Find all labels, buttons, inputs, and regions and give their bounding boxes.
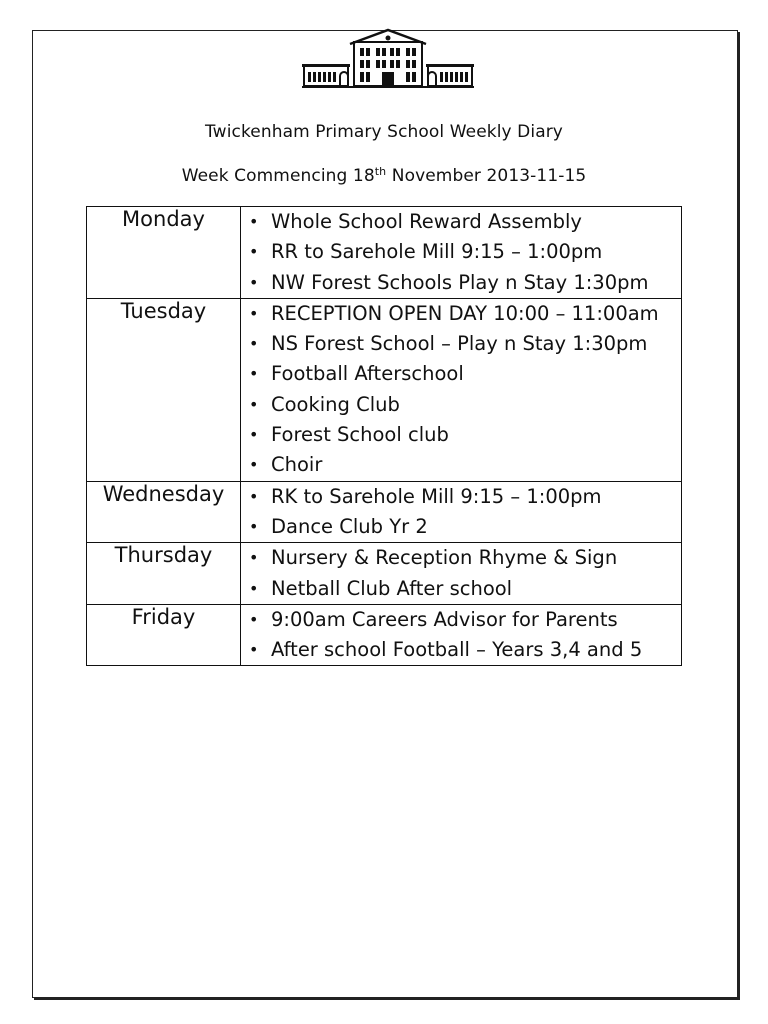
event-item: • Football Afterschool — [241, 359, 681, 389]
event-item: • Forest School club — [241, 420, 681, 450]
event-item: • RECEPTION OPEN DAY 10:00 – 11:00am — [241, 299, 681, 329]
events-cell — [241, 543, 682, 605]
table-row-monday — [87, 207, 682, 299]
day-label: Thursday — [87, 543, 241, 605]
events-cell — [241, 481, 682, 543]
event-item: • After school Football – Years 3,4 and 5 — [241, 635, 681, 665]
event-item: • Nursery & Reception Rhyme & Sign — [241, 543, 681, 573]
event-list — [241, 482, 681, 543]
event-list — [241, 543, 681, 604]
day-label: Monday — [87, 207, 241, 299]
events-cell — [241, 298, 682, 481]
table-row-tuesday — [87, 298, 682, 481]
day-label: Wednesday — [87, 481, 241, 543]
event-item: • RR to Sarehole Mill 9:15 – 1:00pm — [241, 237, 681, 267]
week-commencing — [0, 166, 768, 186]
event-list — [241, 299, 681, 481]
day-label: Friday — [87, 604, 241, 666]
school-building-logo — [302, 28, 474, 90]
event-item: • NS Forest School – Play n Stay 1:30pm — [241, 329, 681, 359]
events-cell — [241, 207, 682, 299]
event-list — [241, 605, 681, 666]
event-item: • Choir — [241, 450, 681, 480]
event-item: • Whole School Reward Assembly — [241, 207, 681, 237]
week-ordinal-suffix: th — [374, 165, 387, 178]
week-date: November 2013-11-15 — [386, 166, 587, 186]
table-row-wednesday — [87, 481, 682, 543]
event-item: • Cooking Club — [241, 390, 681, 420]
table-row-thursday — [87, 543, 682, 605]
weekly-diary-table — [86, 206, 682, 666]
event-item: • NW Forest Schools Play n Stay 1:30pm — [241, 268, 681, 298]
event-item: • Netball Club After school — [241, 574, 681, 604]
table-row-friday — [87, 604, 682, 666]
event-list — [241, 207, 681, 298]
event-item: • Dance Club Yr 2 — [241, 512, 681, 542]
diary-title: Twickenham Primary School Weekly Diary — [205, 122, 563, 142]
events-cell — [241, 604, 682, 666]
event-item: • RK to Sarehole Mill 9:15 – 1:00pm — [241, 482, 681, 512]
event-item: • 9:00am Careers Advisor for Parents — [241, 605, 681, 635]
day-label: Tuesday — [87, 298, 241, 481]
week-prefix: Week Commencing 18 — [181, 166, 375, 186]
